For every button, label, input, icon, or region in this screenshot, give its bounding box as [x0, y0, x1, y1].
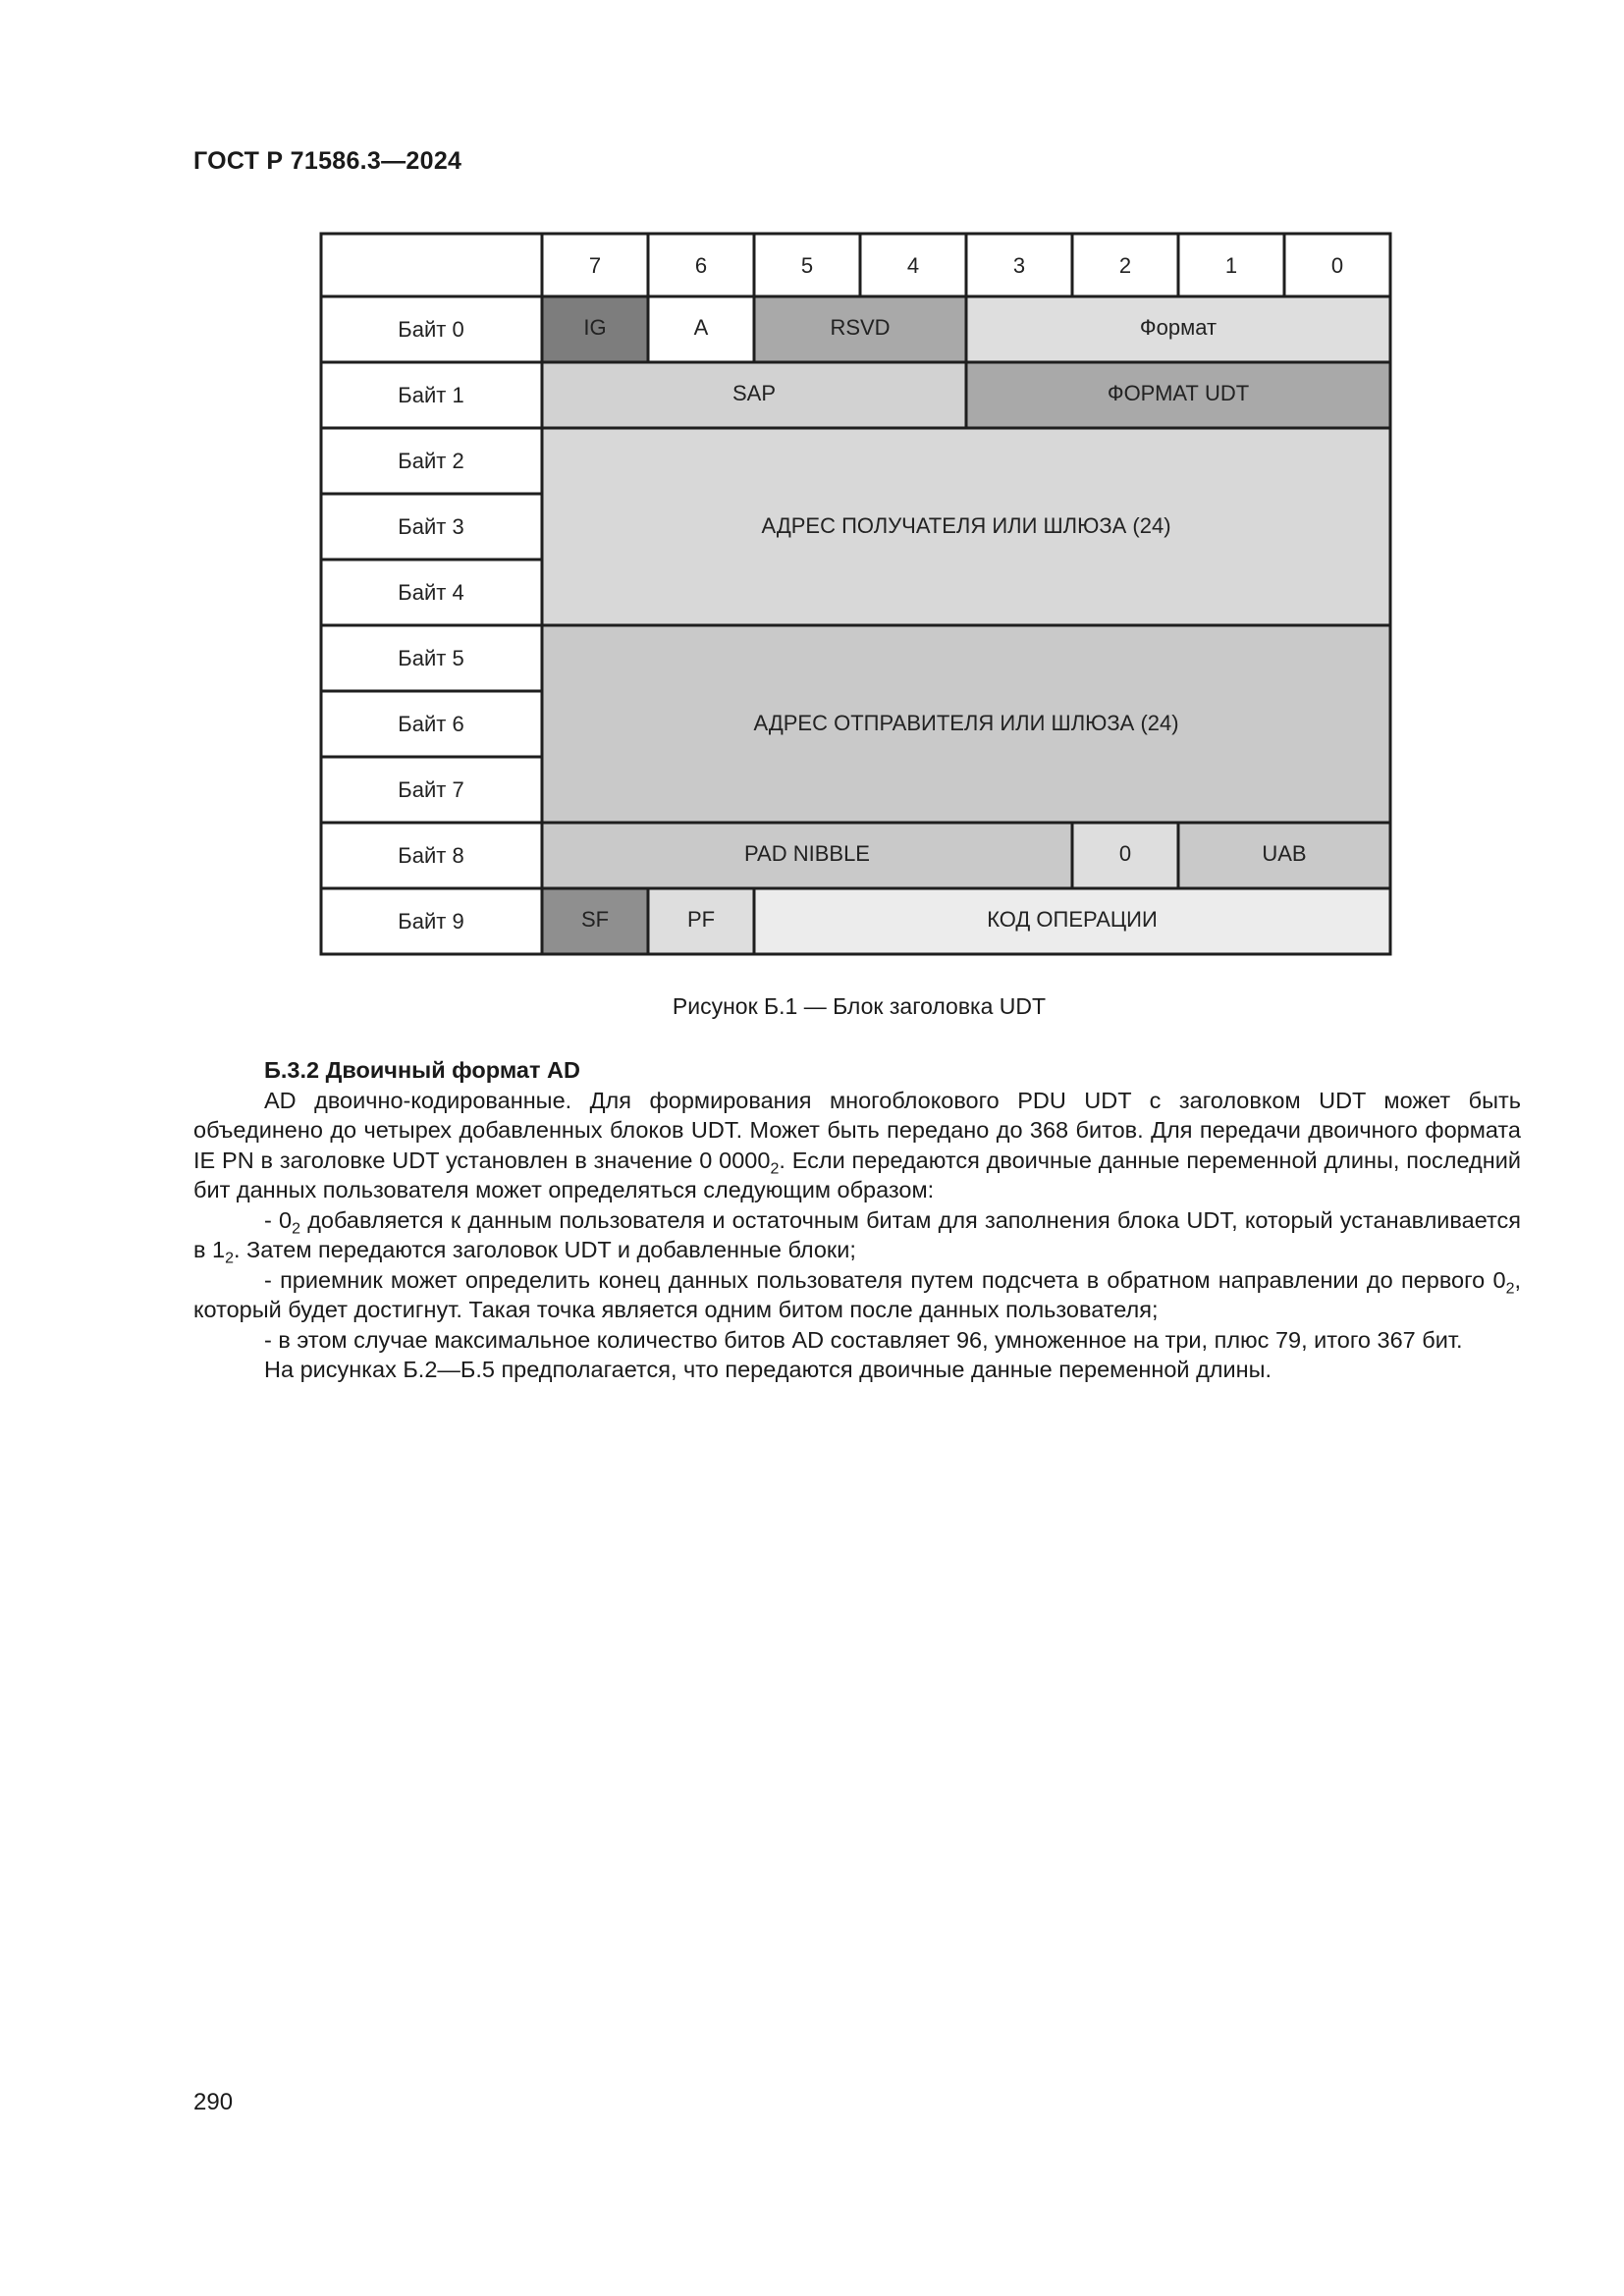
bit-label-4: 4	[906, 253, 920, 278]
field-a-label: A	[693, 315, 709, 340]
bit-label-6: 6	[694, 253, 708, 278]
field-pf-label: PF	[686, 907, 716, 932]
field-ig-label: IG	[583, 315, 607, 340]
byte-9-fields	[542, 888, 1390, 954]
row-label-byte-6: Байт 6	[398, 712, 464, 736]
byte-1-fields	[542, 362, 1390, 428]
list-item: - приемник может определить конец данных пользователя путем подсчета в обратном направлении до первого $0_2$, который будет достигнут. Такая точка является одним битом после данных пользователя;	[193, 1266, 1521, 1322]
row-label-byte-9: Байт 9	[398, 909, 464, 934]
row-label-byte-2: Байт 2	[398, 449, 464, 473]
page-number: 290	[193, 2089, 234, 2115]
section-heading: Б.3.2 Двоичный формат AD	[264, 1057, 580, 1083]
list-item: - $0_2$ добавляется к данным пользователя и остаточным битам для заполнения блока UDT, который устанавливается в $1_2$. Затем передаются заголовок UDT и добавленные блоки;	[193, 1206, 1521, 1267]
udt-header-figure	[0, 0, 1624, 991]
field-src-address-label: АДРЕС ОТПРАВИТЕЛЯ ИЛИ ШЛЮЗА (24)	[753, 711, 1179, 735]
row-labels	[321, 296, 542, 954]
corner-cell	[321, 234, 542, 296]
field-opcode-label: КОД ОПЕРАЦИИ	[987, 907, 1158, 932]
bytes-5-7-fields	[542, 625, 1390, 823]
paragraph: На рисунках Б.2—Б.5 предполагается, что передаются двоичные данные переменной длины.	[264, 1357, 1272, 1382]
figure-caption: Рисунок Б.1 — Блок заголовка UDT	[672, 993, 1047, 1019]
byte-8-fields	[542, 823, 1390, 888]
field-rsvd-label: RSVD	[830, 315, 891, 340]
bit-header-row	[321, 234, 1390, 296]
row-label-byte-8: Байт 8	[398, 843, 464, 868]
row-label-byte-5: Байт 5	[398, 646, 464, 670]
field-format-label: Формат	[1139, 315, 1218, 340]
bit-label-7: 7	[588, 253, 602, 278]
bytes-2-4-fields	[542, 428, 1390, 625]
bit-label-5: 5	[800, 253, 814, 278]
row-label-byte-7: Байт 7	[398, 777, 464, 802]
bit-label-3: 3	[1012, 253, 1026, 278]
bit-label-2: 2	[1118, 253, 1132, 278]
row-label-byte-0: Байт 0	[398, 317, 464, 342]
field-dest-address-label: АДРЕС ПОЛУЧАТЕЛЯ ИЛИ ШЛЮЗА (24)	[761, 513, 1171, 538]
paragraph: AD двоично-кодированные. Для формирования многоблокового PDU UDT с заголовком UDT может быть объединено до четырех добавленных блоков UDT. Может быть передано до 368 битов. Для передачи двоичного формата IE PN в заголовке UDT установлен в значение 0 $0000_2$. Если передаются двоичные данные переменной длины, последний бит данных пользователя может определяться следующим образом:	[193, 1087, 1521, 1202]
field-sap-label: SAP	[731, 381, 777, 405]
row-label-byte-4: Байт 4	[398, 580, 464, 605]
bit-label-1: 1	[1224, 253, 1238, 278]
bit-label-0: 0	[1330, 253, 1344, 278]
field-uab-label: UAB	[1262, 841, 1307, 866]
field-udt-format-label: ФОРМАТ UDT	[1107, 381, 1250, 405]
byte-0-fields	[542, 296, 1390, 362]
field-pad-nibble-label: PAD NIBBLE	[744, 841, 870, 866]
field-zero-label: 0	[1118, 841, 1132, 866]
row-label-byte-3: Байт 3	[398, 514, 464, 539]
row-label-byte-1: Байт 1	[398, 383, 464, 407]
list-item: - в этом случае максимальное количество битов AD составляет 96, умноженное на три, плюс 79, итого 367 бит.	[264, 1326, 1463, 1353]
field-sf-label: SF	[580, 907, 610, 932]
document-header: ГОСТ Р 71586.3—2024	[193, 147, 462, 175]
section-body	[193, 1055, 1521, 1385]
